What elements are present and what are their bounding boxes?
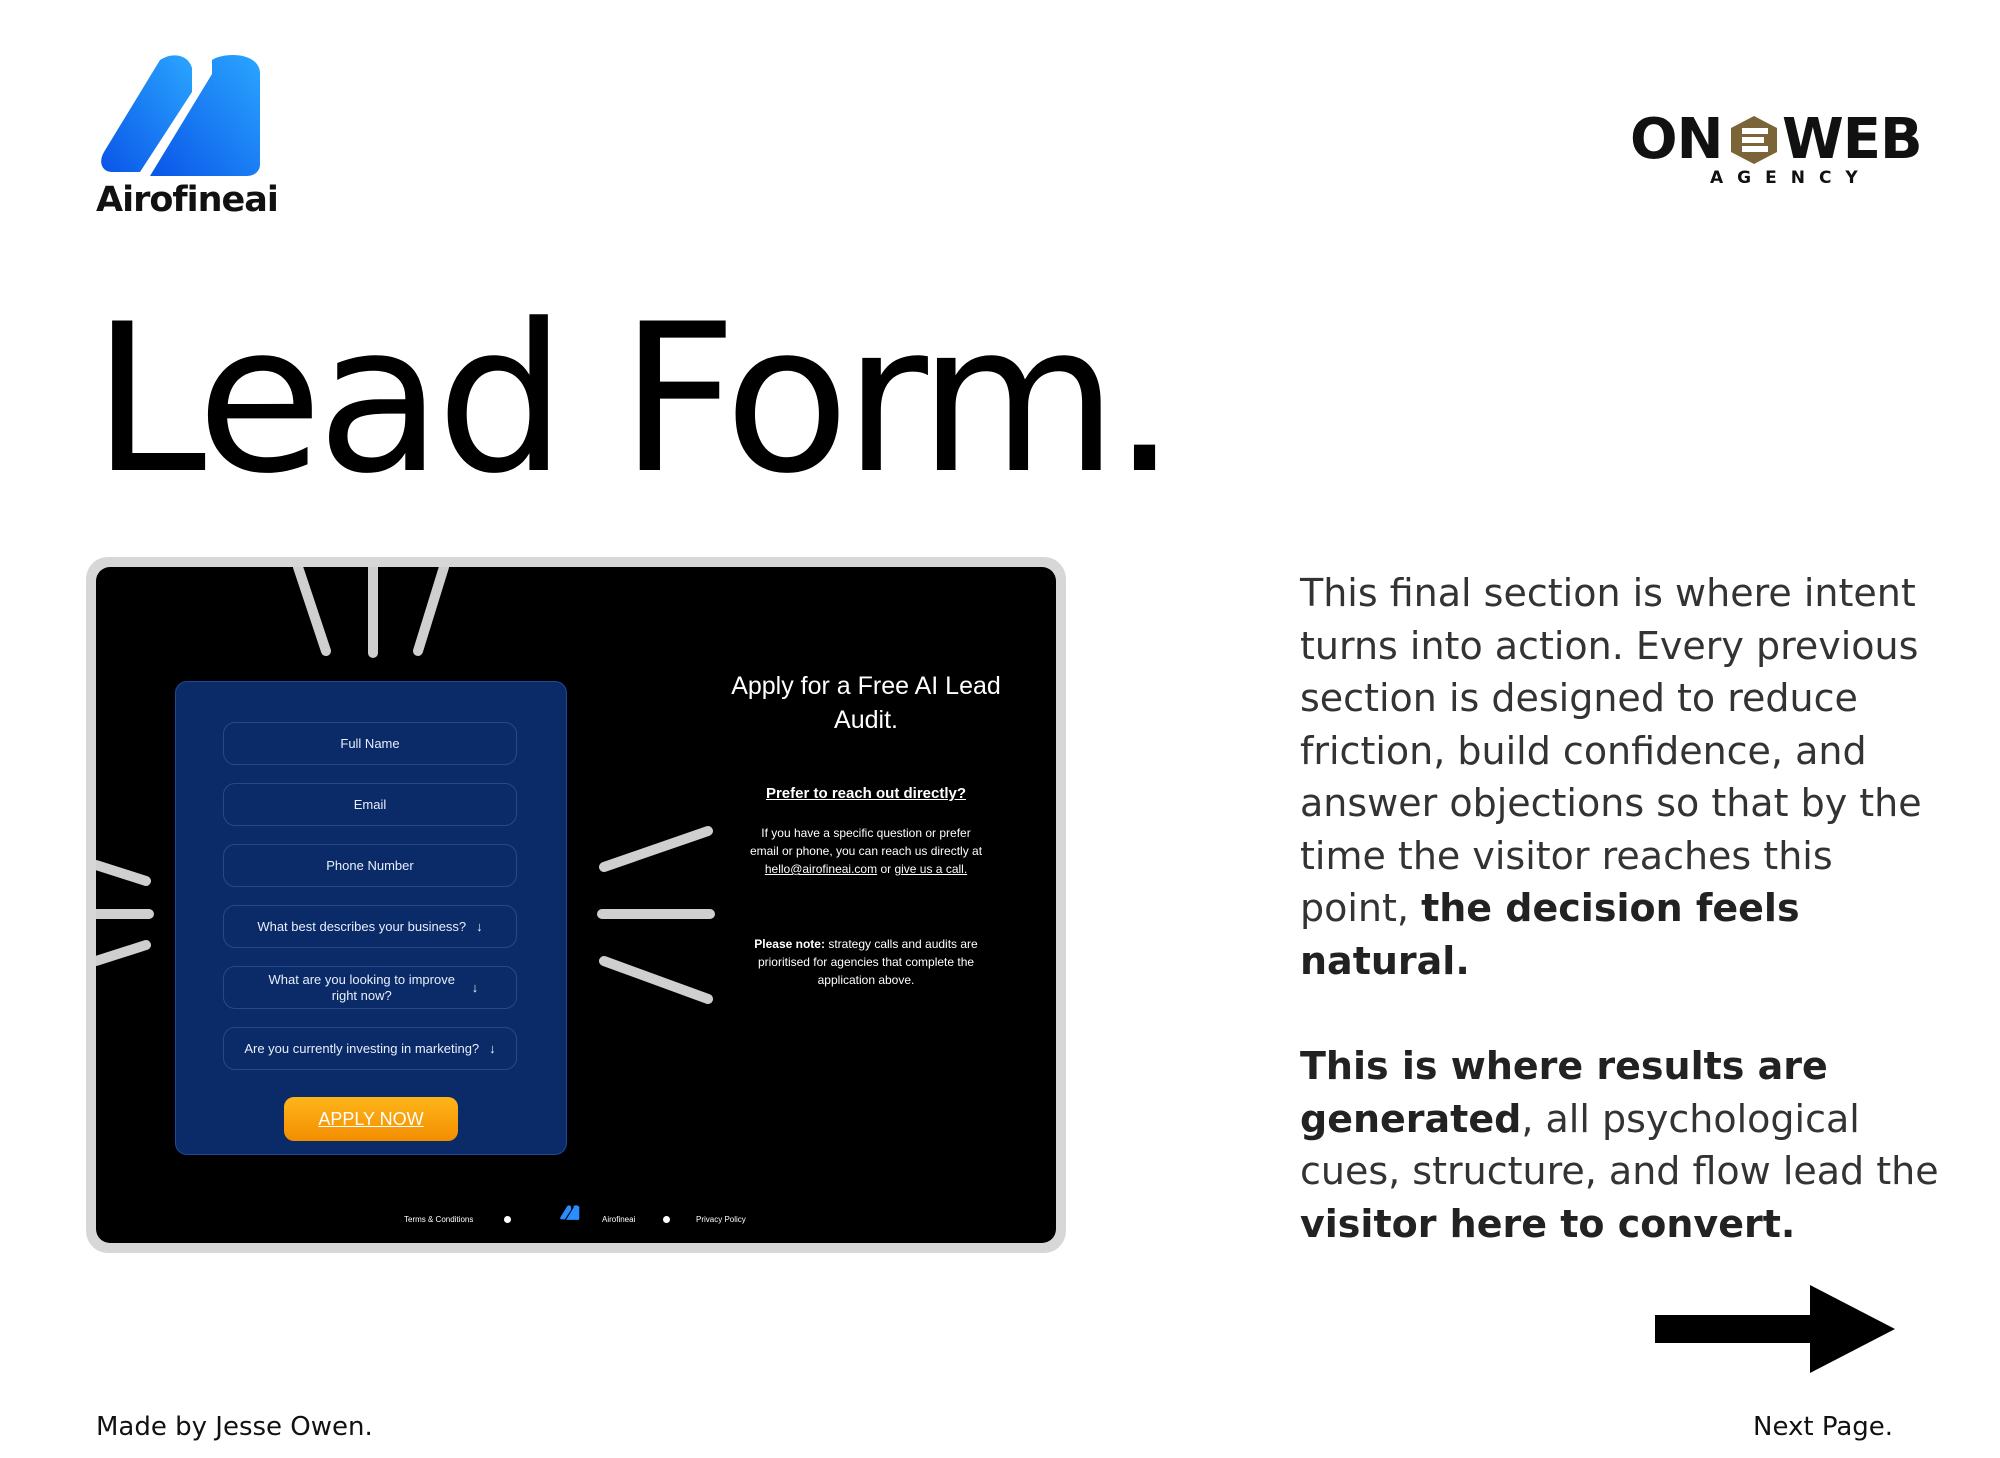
phone-label: Phone Number xyxy=(326,858,414,873)
paragraph-2-emphasis-2: visitor here to convert. xyxy=(1300,1201,1796,1246)
call-link[interactable]: give us a call. xyxy=(894,862,968,876)
privacy-link[interactable]: Privacy Policy xyxy=(696,1215,746,1224)
oneweb-agency-logo xyxy=(1630,108,1930,193)
marketing-investment-label: Are you currently investing in marketing? xyxy=(244,1041,480,1056)
agency-word-left: ON xyxy=(1630,107,1723,172)
note-text xyxy=(746,935,986,989)
landing-preview-screen xyxy=(96,567,1056,1243)
improve-goal-label: What are you looking to improve right now? xyxy=(268,971,455,1003)
apply-title: Apply for a Free AI Lead Audit. xyxy=(731,672,1001,734)
lead-form-card xyxy=(175,681,567,1155)
paragraph-2-text: , all psychological cues, structure, and flow lead the xyxy=(1300,1096,1939,1193)
agency-subtitle: AGENCY xyxy=(1710,168,1872,188)
note-body: strategy calls and audits are prioritised for agencies that complete the application above. xyxy=(757,937,978,987)
landing-preview-frame xyxy=(86,557,1066,1253)
business-type-label: What best describes your business? xyxy=(257,919,467,934)
full-name-label: Full Name xyxy=(340,736,400,751)
airofineai-logo-icon xyxy=(100,52,265,177)
arrow-right-icon[interactable] xyxy=(1655,1285,1895,1373)
email-link[interactable]: hello@airofineai.com xyxy=(764,862,878,876)
note-label: Please note: xyxy=(754,937,825,951)
contact-intro: If you have a specific question or prefer email or phone, you can reach us directly at xyxy=(749,826,983,858)
business-type-select[interactable] xyxy=(223,905,517,948)
footer-dot xyxy=(663,1216,670,1223)
arrow-down-icon: ↓ xyxy=(489,1041,496,1056)
airofineai-logo-icon xyxy=(559,1205,581,1220)
next-page-link[interactable]: Next Page. xyxy=(1753,1412,1894,1442)
brand-name: Airofineai xyxy=(96,180,278,220)
terms-link[interactable]: Terms & Conditions xyxy=(404,1215,474,1224)
improve-goal-select[interactable] xyxy=(223,966,517,1009)
phone-number-field[interactable] xyxy=(223,844,517,887)
full-name-field[interactable] xyxy=(223,722,517,765)
paragraph-2-emphasis-1: This is where results are generated xyxy=(1300,1044,1828,1141)
description-paragraph-2 xyxy=(1300,1040,1940,1250)
agency-word-right: WEB xyxy=(1782,107,1922,172)
arrow-down-icon: ↓ xyxy=(471,980,479,995)
hexagon-e-icon xyxy=(1728,114,1780,166)
contact-text xyxy=(746,824,986,878)
page-title: Lead Form. xyxy=(92,281,1172,519)
email-label: Email xyxy=(353,797,387,812)
paragraph-1-text: This final section is where intent turns into action. Every previous section is designed to reduce friction, build confidence, and answer objections so that by the time the visitor reaches this point, xyxy=(1300,571,1922,930)
arrow-down-icon: ↓ xyxy=(476,919,483,934)
email-field[interactable] xyxy=(223,783,517,826)
contact-or: or xyxy=(880,862,892,876)
made-by-credit: Made by Jesse Owen. xyxy=(96,1412,373,1442)
reach-out-link[interactable]: Prefer to reach out directly? xyxy=(765,785,967,802)
footer-brand: Airofineai xyxy=(602,1215,636,1224)
apply-now-button[interactable]: APPLY NOW xyxy=(284,1097,458,1141)
description-paragraph-1 xyxy=(1300,567,1940,987)
marketing-investment-select[interactable] xyxy=(223,1027,517,1070)
paragraph-1-emphasis: the decision feels natural. xyxy=(1300,886,1800,983)
footer-dot xyxy=(504,1216,511,1223)
